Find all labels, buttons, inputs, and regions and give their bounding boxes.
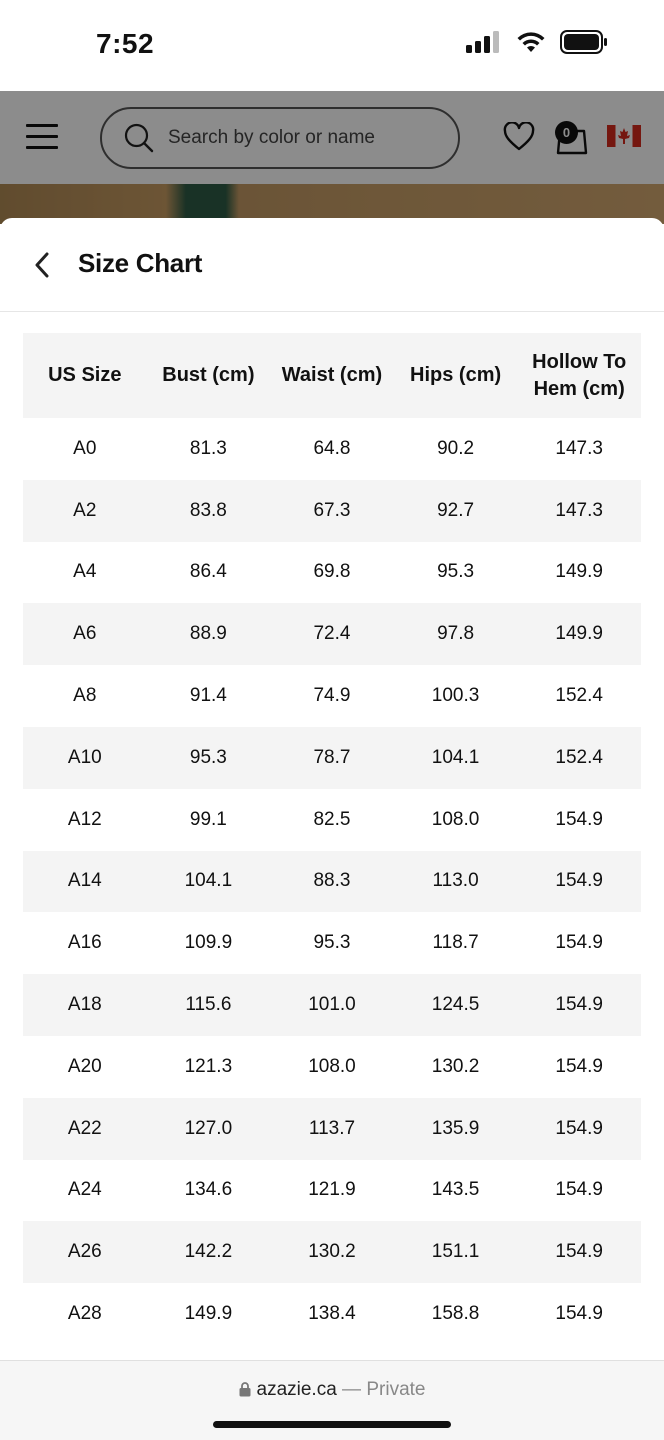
- cell-waist: 78.7: [270, 727, 394, 789]
- cell-hollow-to-hem: 154.9: [555, 1179, 603, 1201]
- table-row: [23, 418, 641, 480]
- cell-hips: 143.5: [431, 1179, 480, 1201]
- cell-hollow-to-hem: 154.9: [555, 1303, 603, 1325]
- cell-waist: 138.4: [308, 1303, 356, 1325]
- table-body: [23, 418, 641, 1345]
- cell-us-size: A12: [67, 808, 102, 830]
- cell-hollow-to-hem: 154.9: [517, 974, 641, 1036]
- cell-us-size: A22: [23, 1098, 147, 1160]
- wifi-icon: [516, 31, 546, 53]
- table-row: [23, 912, 641, 974]
- column-header-bust: Bust (cm): [147, 333, 271, 418]
- cell-hips: 135.9: [394, 1098, 518, 1160]
- home-indicator: [213, 1421, 451, 1428]
- cell-us-size: A2: [23, 480, 147, 542]
- table-row: [23, 851, 641, 913]
- cell-bust: 81.3: [189, 437, 227, 459]
- cell-hips: 118.7: [432, 932, 479, 954]
- modal-title: Size Chart: [78, 248, 203, 278]
- size-chart-modal: [0, 218, 664, 1360]
- table-row: [23, 542, 641, 604]
- cell-bust: 149.9: [184, 1303, 233, 1325]
- cell-waist: 101.0: [270, 974, 394, 1036]
- cell-hips: 113.0: [394, 851, 518, 913]
- table-row: [23, 1160, 641, 1222]
- cell-hollow-to-hem: 154.9: [517, 851, 641, 913]
- cell-hollow-to-hem: 149.9: [555, 561, 603, 583]
- cell-waist: 130.2: [270, 1221, 394, 1283]
- cell-hips: 92.7: [394, 480, 518, 542]
- browser-toolbar: [0, 1360, 664, 1440]
- cell-waist: 67.3: [270, 480, 394, 542]
- cell-us-size: A10: [23, 727, 147, 789]
- lock-icon: [239, 1382, 251, 1397]
- cell-us-size: A6: [23, 603, 147, 665]
- cell-hips: 100.3: [431, 685, 480, 707]
- table-row: [23, 480, 641, 542]
- table-row: [23, 1283, 641, 1345]
- address-bar[interactable]: [0, 1379, 664, 1401]
- table-row: [23, 727, 641, 789]
- cell-us-size: A24: [67, 1179, 102, 1201]
- table-row: [23, 974, 641, 1036]
- cell-bust: 99.1: [189, 808, 227, 830]
- table-header-row: [23, 333, 641, 418]
- column-header-hips: Hips (cm): [394, 333, 518, 418]
- cell-hollow-to-hem: 154.9: [555, 932, 603, 954]
- cell-bust: 121.3: [184, 1055, 233, 1077]
- size-chart-table: [23, 333, 641, 1345]
- cell-bust: 115.6: [147, 974, 271, 1036]
- cell-us-size: A26: [23, 1221, 147, 1283]
- table-row: [23, 789, 641, 851]
- cell-bust: 95.3: [147, 727, 271, 789]
- cell-us-size: A14: [23, 851, 147, 913]
- cell-hips: 97.8: [394, 603, 518, 665]
- cell-hips: 124.5: [394, 974, 518, 1036]
- cell-bust: 83.8: [147, 480, 271, 542]
- cell-us-size: A8: [73, 685, 97, 707]
- table-row: [23, 603, 641, 665]
- cell-bust: 86.4: [189, 561, 227, 583]
- cell-waist: 95.3: [313, 932, 351, 954]
- back-arrow-icon[interactable]: [30, 248, 56, 282]
- battery-icon: [560, 30, 608, 54]
- modal-overlay[interactable]: [0, 91, 664, 224]
- cell-waist: 74.9: [313, 685, 351, 707]
- cell-hollow-to-hem: 149.9: [517, 603, 641, 665]
- url-separator: —: [336, 1379, 367, 1400]
- cell-waist: 72.4: [270, 603, 394, 665]
- url-domain: azazie.ca: [256, 1379, 337, 1400]
- cell-us-size: A28: [67, 1303, 102, 1325]
- cell-waist: 121.9: [308, 1179, 356, 1201]
- cell-hips: 151.1: [394, 1221, 518, 1283]
- cell-hollow-to-hem: 147.3: [517, 480, 641, 542]
- status-time: 7:52: [96, 28, 155, 59]
- cell-waist: 108.0: [308, 1055, 356, 1077]
- cell-us-size: A18: [23, 974, 147, 1036]
- cell-waist: 82.5: [313, 808, 351, 830]
- column-header-waist: Waist (cm): [270, 333, 394, 418]
- cell-hips: 104.1: [394, 727, 518, 789]
- cell-hollow-to-hem: 152.4: [555, 685, 603, 707]
- private-mode-label: Private: [366, 1379, 426, 1400]
- cell-hips: 90.2: [437, 437, 475, 459]
- cell-bust: 104.1: [147, 851, 271, 913]
- cellular-signal-icon: [466, 31, 502, 53]
- cell-us-size: A0: [73, 437, 97, 459]
- cell-bust: 142.2: [147, 1221, 271, 1283]
- cell-hips: 130.2: [431, 1055, 480, 1077]
- column-header-hollow-to-hem: Hollow To Hem (cm): [517, 333, 641, 418]
- modal-header: [0, 218, 664, 312]
- status-bar: [0, 0, 664, 91]
- cell-hollow-to-hem: 154.9: [517, 1221, 641, 1283]
- cell-bust: 91.4: [189, 685, 227, 707]
- cell-bust: 88.9: [147, 603, 271, 665]
- cell-bust: 127.0: [147, 1098, 271, 1160]
- cell-waist: 88.3: [270, 851, 394, 913]
- cell-waist: 69.8: [313, 561, 351, 583]
- table-row: [23, 665, 641, 727]
- cell-waist: 113.7: [270, 1098, 394, 1160]
- cell-us-size: A16: [67, 932, 102, 954]
- cell-hollow-to-hem: 154.9: [517, 1098, 641, 1160]
- table-row: [23, 1036, 641, 1098]
- cell-bust: 134.6: [184, 1179, 233, 1201]
- cell-hips: 158.8: [431, 1303, 480, 1325]
- cell-waist: 64.8: [313, 437, 351, 459]
- cart-count-badge: 0: [555, 121, 578, 144]
- cell-hollow-to-hem: 152.4: [517, 727, 641, 789]
- cell-hollow-to-hem: 147.3: [555, 437, 603, 459]
- cell-hips: 108.0: [431, 808, 480, 830]
- table-row: [23, 1221, 641, 1283]
- table-row: [23, 1098, 641, 1160]
- cell-hips: 95.3: [437, 561, 475, 583]
- cell-us-size: A4: [73, 561, 97, 583]
- cell-hollow-to-hem: 154.9: [555, 1055, 603, 1077]
- status-icons: [466, 30, 608, 54]
- cell-bust: 109.9: [184, 932, 233, 954]
- cell-hollow-to-hem: 154.9: [555, 808, 603, 830]
- cell-us-size: A20: [67, 1055, 102, 1077]
- column-header-us-size: US Size: [23, 333, 147, 418]
